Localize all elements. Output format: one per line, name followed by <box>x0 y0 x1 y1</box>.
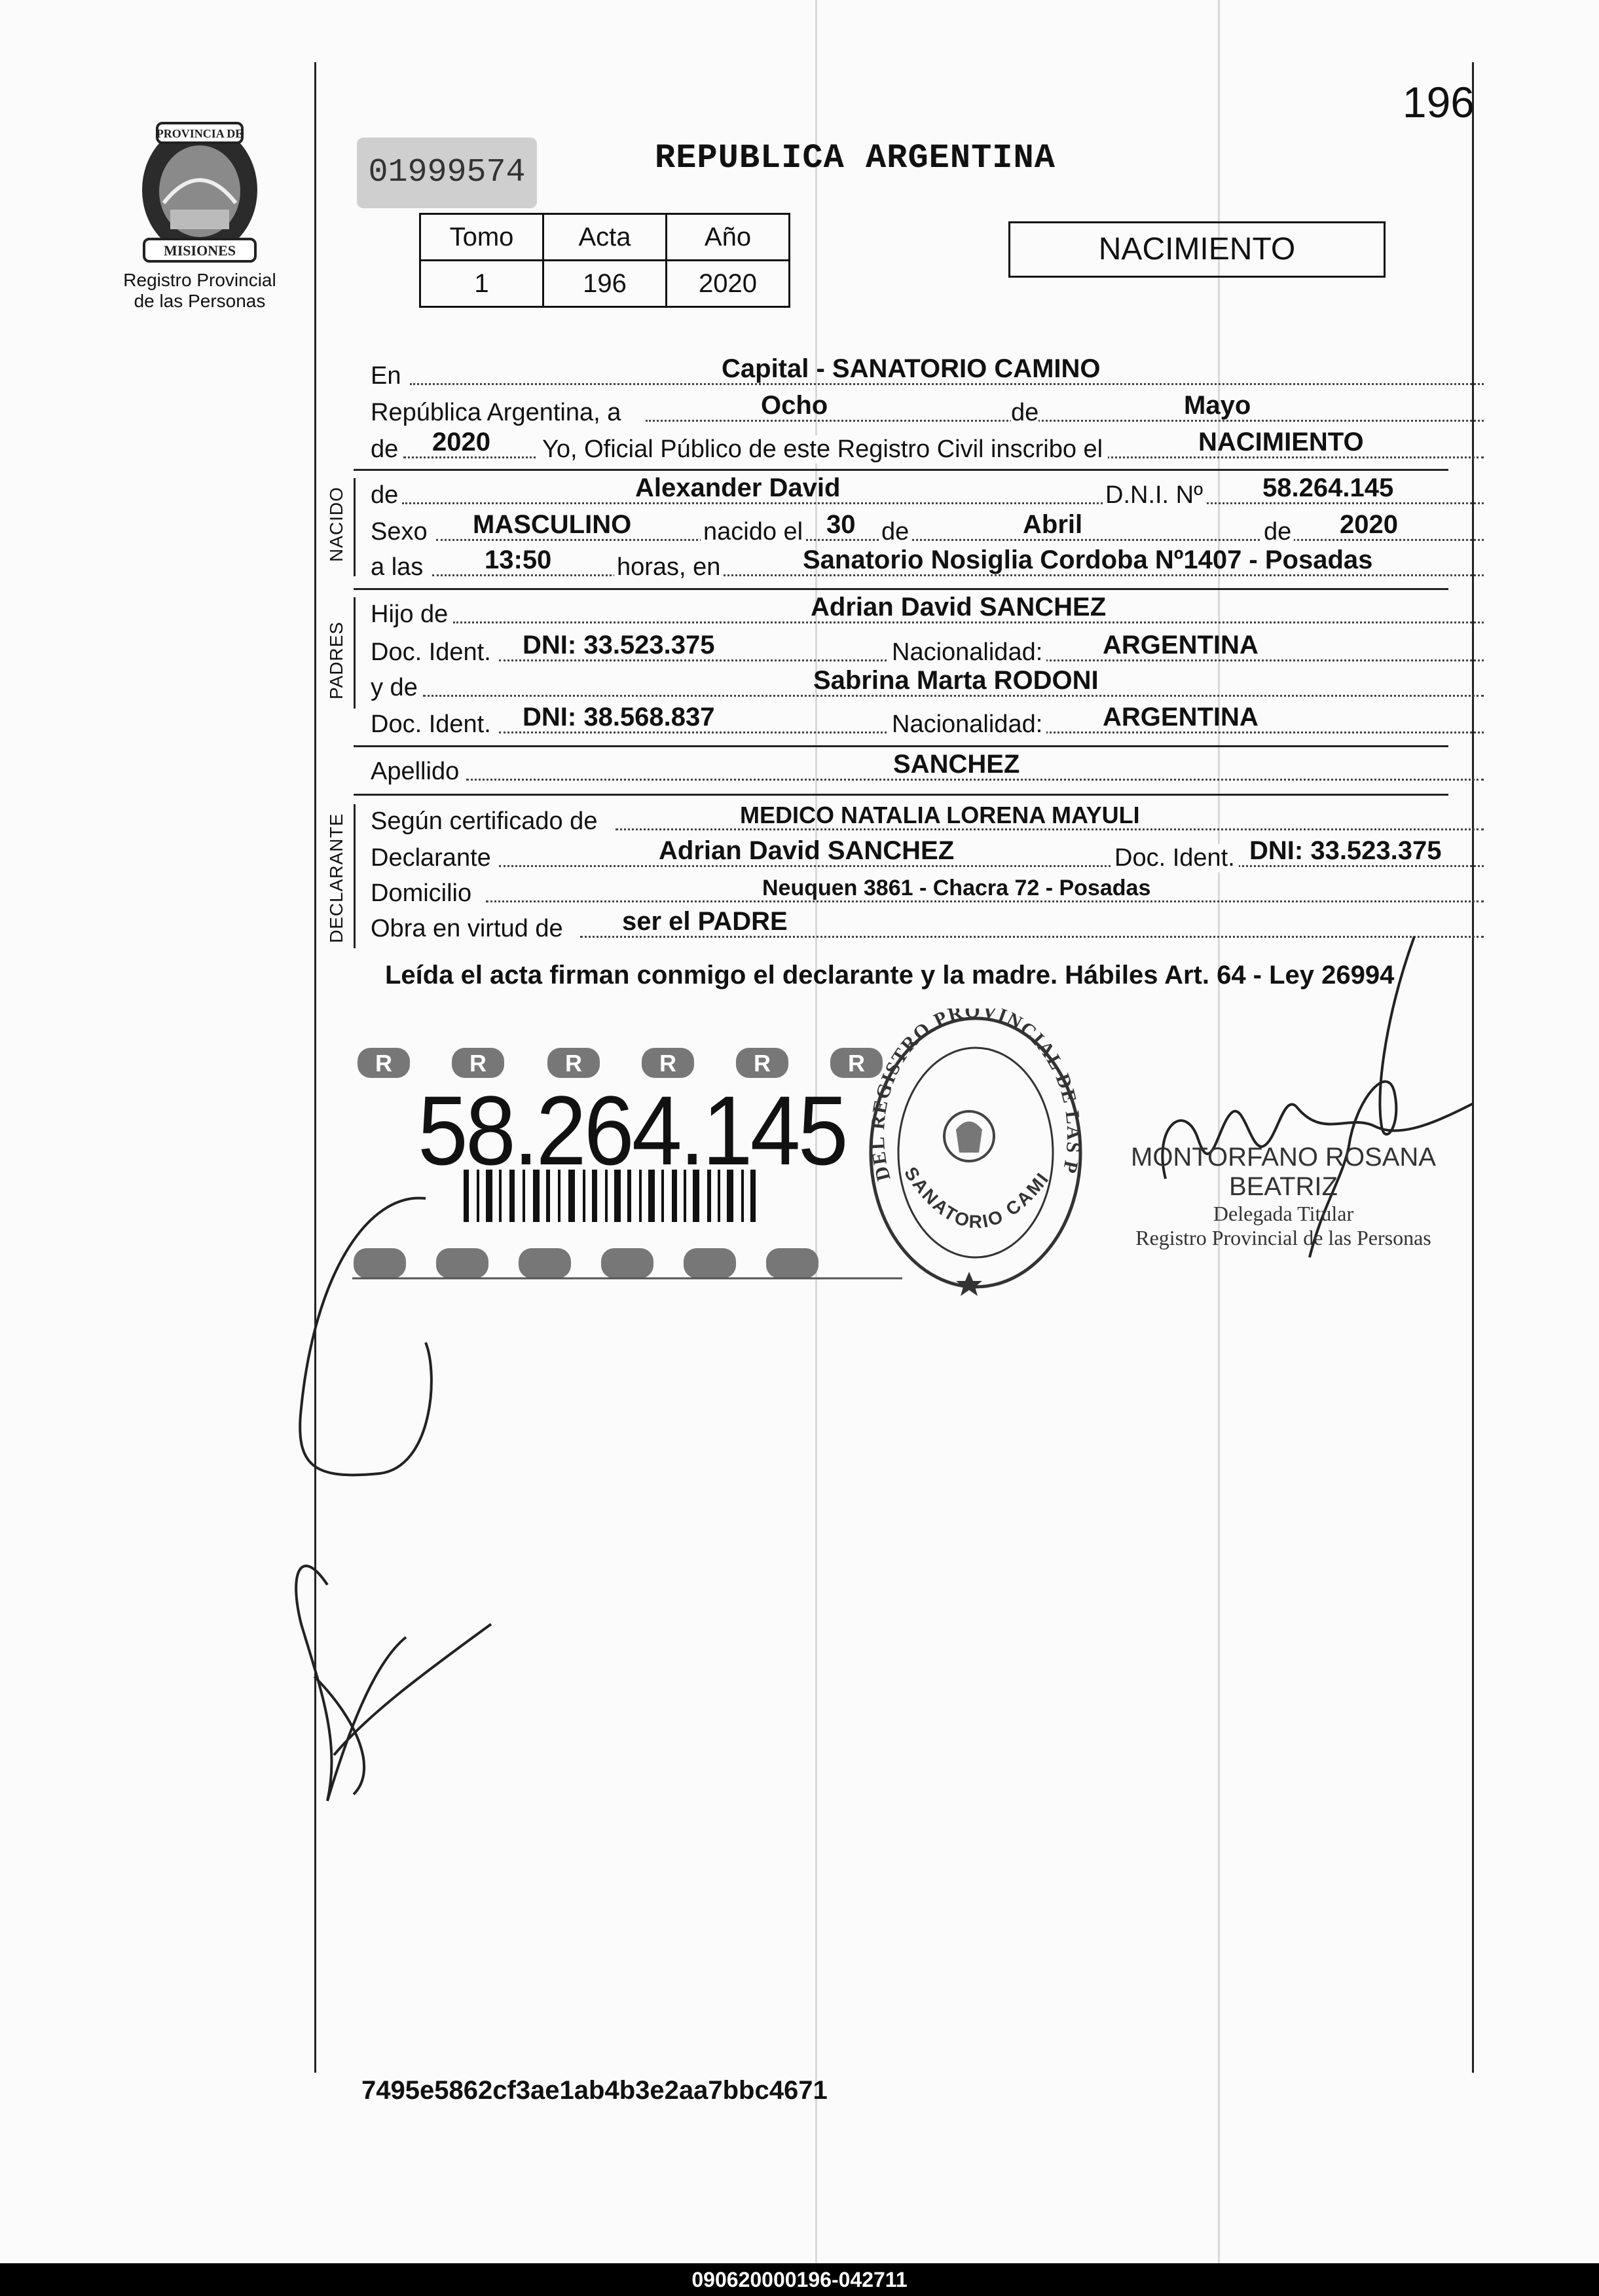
field-label: Sexo <box>371 518 428 546</box>
section-divider <box>354 588 1448 590</box>
legal-text: Leída el acta firman conmigo el declarante y la madre. Hábiles Art. 64 - Ley 26994 <box>385 961 1395 990</box>
place-value: Capital - SANATORIO CAMINO <box>722 354 1101 383</box>
misiones-coat-of-arms <box>131 118 268 268</box>
official-role: Delegada Titular <box>1213 1202 1354 1225</box>
mother-name-value: Sabrina Marta RODONI <box>813 666 1099 695</box>
father-nationality-value: ARGENTINA <box>1103 631 1259 659</box>
registry-table <box>419 213 790 308</box>
watermark-letter: R <box>848 1050 865 1077</box>
table-cell: 2020 <box>667 261 790 307</box>
field-label: Nacionalidad: <box>888 639 1046 667</box>
surname-row <box>371 750 1444 786</box>
field-label: Domicilio <box>371 880 472 907</box>
side-label-declarante: DECLARANTE <box>326 813 346 943</box>
sex-value: MASCULINO <box>473 510 632 539</box>
field-label: Declarante <box>371 844 491 872</box>
declarant-doc-value: DNI: 33.523.375 <box>1249 836 1442 865</box>
mother-nationality-value: ARGENTINA <box>1103 703 1259 731</box>
address-row <box>371 876 1444 908</box>
logo-caption <box>98 270 301 312</box>
field-label: Según certificado de <box>371 807 598 835</box>
field-label: Nacionalidad: <box>888 711 1046 739</box>
table-cell: 196 <box>543 261 667 307</box>
act-type-box: NACIMIENTO <box>1008 221 1386 278</box>
mother-row <box>371 666 1444 702</box>
birth-year-value: 2020 <box>1340 510 1398 539</box>
nacido-birth-row <box>371 510 1444 546</box>
table-header: Año <box>667 214 790 261</box>
father-doc-row <box>371 631 1444 667</box>
footer-barcode-text: 090620000196-042711 <box>0 2263 1599 2296</box>
birth-time-value: 13:50 <box>485 546 552 574</box>
field-label: Yo, Oficial Público de este Registro Civil inscribo el <box>537 435 1108 464</box>
watermark-letter: R <box>754 1050 771 1077</box>
certificate-row <box>371 804 1444 836</box>
dni-number-large: 58.264.145 <box>418 1075 846 1185</box>
page-number: 196 <box>1402 78 1475 126</box>
address-value: Neuquen 3861 - Chacra 72 - Posadas <box>762 876 1151 900</box>
seal-outer-text: DEL REGISTRO PROVINCIAL DE LAS P <box>866 1009 1085 1183</box>
logo-caption-line: Registro Provincial <box>123 270 276 290</box>
mother-doc-row <box>371 703 1444 739</box>
field-label: República Argentina, a <box>371 399 621 426</box>
field-label: D.N.I. Nº <box>1103 481 1205 509</box>
side-bracket <box>354 804 356 948</box>
field-label: Doc. Ident. <box>371 711 491 738</box>
field-label: de <box>1261 518 1294 546</box>
official-name: MONTORFANO ROSANA BEATRIZ <box>1131 1143 1436 1201</box>
official-office: Registro Provincial de las Personas <box>1135 1226 1431 1250</box>
field-label: En <box>371 362 401 390</box>
nacido-time-row <box>371 546 1444 582</box>
field-label: nacido el <box>701 518 805 546</box>
field-label: a las <box>371 553 424 581</box>
field-label: de <box>371 481 399 509</box>
watermark-letter: R <box>565 1050 582 1077</box>
inscribe-type-value: NACIMIENTO <box>1198 428 1364 456</box>
side-label-nacido: NACIDO <box>326 487 346 562</box>
svg-text:DEL REGISTRO PROVINCIAL DE LAS <box>864 1009 1084 1183</box>
certificate-value: MEDICO NATALIA LORENA MAYULI <box>740 802 1140 828</box>
field-label: Apellido <box>371 758 460 785</box>
side-label-padres: PADRES <box>326 621 346 699</box>
side-bracket <box>354 478 356 576</box>
table-header: Acta <box>543 214 667 261</box>
field-label: Hijo de <box>371 601 449 628</box>
field-label: de <box>1011 399 1039 426</box>
day-value: Ocho <box>761 391 828 420</box>
official-block <box>1100 1143 1467 1250</box>
document-hash: 7495e5862cf3ae1ab4b3e2aa7bbc4671 <box>361 2076 828 2105</box>
field-label: Doc. Ident. <box>1111 844 1239 872</box>
section-divider <box>354 745 1448 747</box>
sanatorio-seal-stamp <box>864 1009 1087 1297</box>
birth-month-value: Abril <box>1023 510 1083 539</box>
field-label: y de <box>371 674 418 701</box>
field-label: de <box>371 435 399 463</box>
year-value: 2020 <box>432 428 490 456</box>
child-name-value: Alexander David <box>635 473 841 502</box>
logo-text-bottom: MISIONES <box>163 242 236 259</box>
father-row <box>371 593 1444 629</box>
section-divider <box>354 794 1448 796</box>
logo-caption-line: de las Personas <box>134 291 266 311</box>
father-name-value: Adrian David SANCHEZ <box>811 593 1107 621</box>
intro-place-row <box>371 354 1444 390</box>
father-doc-value: DNI: 33.523.375 <box>523 631 715 659</box>
intro-date-row <box>371 391 1444 427</box>
watermark-letter: R <box>469 1050 487 1077</box>
nacido-name-row <box>371 473 1444 509</box>
field-label: de <box>879 518 911 546</box>
surname-value: SANCHEZ <box>893 750 1020 779</box>
declarant-row <box>371 836 1444 872</box>
svg-text:SANATORIO CAMINO <box>864 1009 1054 1232</box>
section-divider <box>354 469 1448 471</box>
birth-place-value: Sanatorio Nosiglia Cordoba Nº1407 - Posadas <box>803 546 1373 574</box>
declarant-signature <box>275 1179 498 1807</box>
field-label: Doc. Ident. <box>371 639 491 666</box>
serial-number-stamp: 01999574 <box>357 138 537 208</box>
watermark-letter: R <box>659 1050 676 1077</box>
table-header: Tomo <box>420 214 543 261</box>
table-cell: 1 <box>420 261 543 307</box>
month-value: Mayo <box>1184 391 1251 420</box>
declarant-name-value: Adrian David SANCHEZ <box>659 836 955 865</box>
obra-value: ser el PADRE <box>622 907 788 936</box>
document-title: REPUBLICA ARGENTINA <box>655 139 1056 177</box>
mother-doc-value: DNI: 38.568.837 <box>523 703 715 731</box>
field-label: horas, en <box>614 553 723 582</box>
seal-inner-text: SANATORIO CAMI <box>900 1163 1054 1232</box>
logo-text-top: PROVINCIA DE <box>156 127 244 140</box>
side-bracket <box>354 597 356 709</box>
birth-day-value: 30 <box>826 510 856 539</box>
intro-year-row <box>371 428 1444 464</box>
watermark-letter: R <box>375 1050 392 1077</box>
field-label: Obra en virtud de <box>371 915 563 942</box>
child-dni-value: 58.264.145 <box>1262 473 1394 502</box>
